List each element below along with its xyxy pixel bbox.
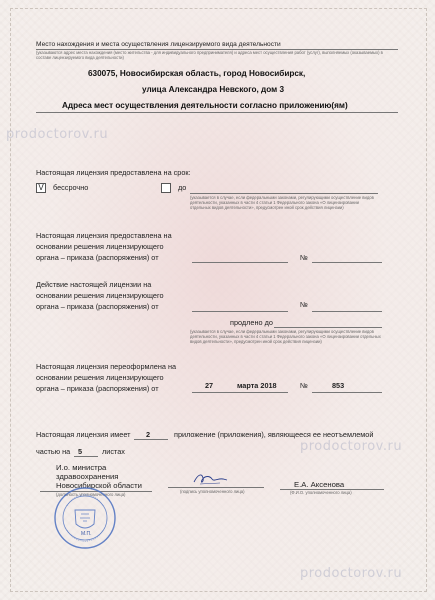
extended-line-3: органа – приказа (распоряжения) от	[36, 302, 159, 311]
granted-line-3: органа – приказа (распоряжения) от	[36, 253, 159, 262]
extended-line-2: основании решения лицензирующего	[36, 291, 164, 300]
reissued-day: 27	[205, 381, 214, 390]
extended-date-underline	[192, 311, 288, 312]
signature-note: (подпись уполномоченного лица)	[180, 489, 245, 494]
address-note: (указываются адрес места нахождения (место жительства - для индивидуального предпринимателя) и адреса мест осуществления работ (услуг), выполняемых (оказываемых) в составе лицензируемого вида деятельности)	[36, 50, 383, 60]
official-stamp	[53, 486, 117, 550]
term-until-checkbox[interactable]	[161, 183, 171, 193]
address-underline	[36, 112, 398, 113]
term-perpetual-checkbox[interactable]	[36, 183, 46, 193]
appendix-count-underline	[134, 439, 168, 440]
granted-number-underline	[312, 262, 382, 263]
watermark-1: prodoctorov.ru	[6, 127, 109, 142]
address-line-3: Адреса мест осуществления деятельности согласно приложению(ям)	[62, 101, 348, 110]
reissued-line-2: основании решения лицензирующего	[36, 373, 164, 382]
address-title: Место нахождения и места осуществления лицензируемого вида деятельности	[36, 41, 281, 48]
granted-date-underline	[192, 262, 288, 263]
appendix-sheets-underline	[74, 456, 98, 457]
signer-position-line-2: здравоохранения	[56, 472, 119, 481]
reissued-line-1: Настоящая лицензия переоформлена на	[36, 362, 177, 371]
appendix-prefix: Настоящая лицензия имеет	[36, 430, 131, 439]
reissued-date-underline	[192, 392, 288, 393]
signer-name: Е.А. Аксенова	[294, 480, 345, 489]
granted-number-label: №	[300, 253, 308, 262]
reissued-month-year: марта 2018	[237, 381, 277, 390]
appendix-part-label: частью на	[36, 447, 71, 456]
reissued-number-label: №	[300, 381, 308, 390]
appendix-sheets: 5	[78, 447, 83, 456]
extended-note: (указывается в случае, если федеральными законами, регулирующими осуществление видов деятельности, указанных в части 4 статьи 1 Федерального закона «О лицензировании отдельных видов деятельности», предусмотрен иной срок действия лицензии)	[190, 329, 381, 344]
extended-line-1: Действие настоящей лицензии на	[36, 280, 152, 289]
extended-until-label: продлено до	[230, 318, 273, 327]
granted-line-1: Настоящая лицензия предоставлена на	[36, 231, 172, 240]
address-line-1: 630075, Новосибирская область, город Новосибирск,	[88, 69, 306, 78]
term-note: (указывается в случае, если федеральными законами, регулирующими осуществление видов деятельности, указанных в части 4 статьи 1 Федерального закона «О лицензировании отдельных видов деятельности», предусмотрен иной срок действия лицензии)	[190, 195, 374, 210]
checkbox-mark: V	[38, 183, 44, 192]
term-until-label: до	[178, 183, 187, 192]
signature-image	[190, 470, 230, 488]
appendix-suffix: приложение (приложения), являющееся ее неотъемлемой	[174, 430, 374, 439]
granted-line-2: основании решения лицензирующего	[36, 242, 164, 251]
stamp-label: М.П.	[81, 531, 92, 537]
term-until-underline	[190, 193, 378, 194]
watermark-3: prodoctorov.ru	[300, 566, 403, 581]
signer-position-line-3: Новосибирской области	[56, 481, 142, 490]
signature-underline	[168, 487, 264, 488]
position-note: (должность уполномоченного лица)	[56, 492, 126, 497]
reissued-number: 853	[332, 381, 345, 390]
appendix-sheets-label: листах	[102, 447, 125, 456]
watermark-2: prodoctorov.ru	[300, 439, 403, 454]
extended-number-label: №	[300, 300, 308, 309]
extended-number-underline	[312, 311, 382, 312]
term-label: Настоящая лицензия предоставлена на срок:	[36, 168, 191, 177]
term-perpetual-label: бессрочно	[53, 183, 89, 192]
extended-until-underline	[274, 327, 382, 328]
signer-position-line-1: И.о. министра	[56, 463, 107, 472]
address-line-2: улица Александра Невского, дом 3	[142, 85, 285, 94]
name-note: (Ф.И.О. уполномоченного лица)	[290, 490, 352, 495]
reissued-number-underline	[312, 392, 382, 393]
reissued-line-3: органа – приказа (распоряжения) от	[36, 384, 159, 393]
appendix-count: 2	[146, 430, 151, 439]
